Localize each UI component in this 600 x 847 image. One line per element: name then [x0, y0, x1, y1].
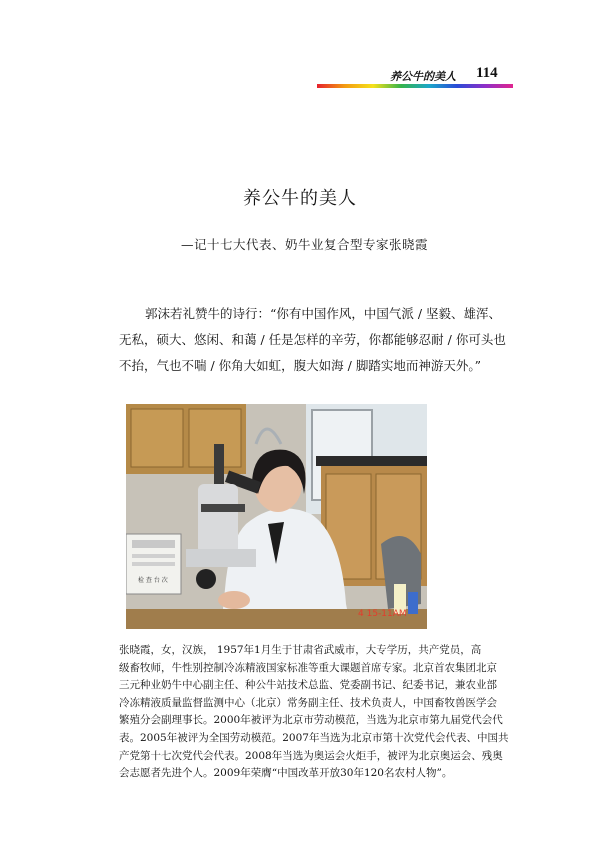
rainbow-rule [317, 84, 513, 88]
sign-text: 检 查 台 次 [138, 577, 168, 584]
microscope-lab-illustration [126, 404, 427, 629]
poem-line: 无私，硕大、悠闲、和蔼 / 任是怎样的辛劳，你都能够忍耐 / 你可头也 [119, 332, 506, 347]
poem-line: 不抬，气也不喘 / 你角大如虹，腹大如海 / 脚踏实地而神游天外。” [119, 358, 481, 373]
article-subtitle: —记十七大代表、奶牛业复合型专家张晓霞 [181, 237, 429, 252]
running-title: 养公牛的美人 [390, 70, 456, 83]
caption-line: 张晓霞，女，汉族， 1957年1月生于甘肃省武威市，大专学历，共产党员，高 [119, 644, 482, 656]
caption-line: 会志愿者先进个人。2009年荣膺“中国改革开放30年120名农村人物”。 [119, 767, 453, 780]
caption-line: 表。2005年被评为全国劳动模范。2007年当选为北京市第十次党代会代表、中国共 [119, 731, 509, 744]
caption-line: 级畜牧师，牛性别控制冷冻精液国家标准等重大课题首席专家。北京首农集团北京 [119, 661, 497, 674]
caption-line: 产党第十七次党代会代表。2008年当选为奥运会火炬手，被评为北京奥运会、残奥 [119, 749, 503, 762]
photo-timestamp: 4 15-11AM [358, 609, 407, 619]
article-title: 养公牛的美人 [243, 188, 357, 209]
page-number: 114 [476, 65, 498, 81]
poem-quote [119, 301, 519, 379]
caption-line: 繁殖分会副理事长。2000年被评为北京市劳动模范，当选为北京市第九届党代会代 [119, 714, 503, 727]
poem-line: 郭沫若礼赞牛的诗行：“你有中国作风，中国气派 / 坚毅、雄浑、 [145, 306, 502, 321]
caption-line: 三元种业奶牛中心副主任、种公牛站技术总监、党委副书记、纪委书记，兼农业部 [119, 679, 497, 692]
photo-caption [119, 642, 519, 783]
article-photo [126, 404, 427, 629]
caption-line: 冷冻精液质量监督监测中心（北京）常务副主任、技术负责人，中国畜牧兽医学会 [119, 696, 497, 709]
